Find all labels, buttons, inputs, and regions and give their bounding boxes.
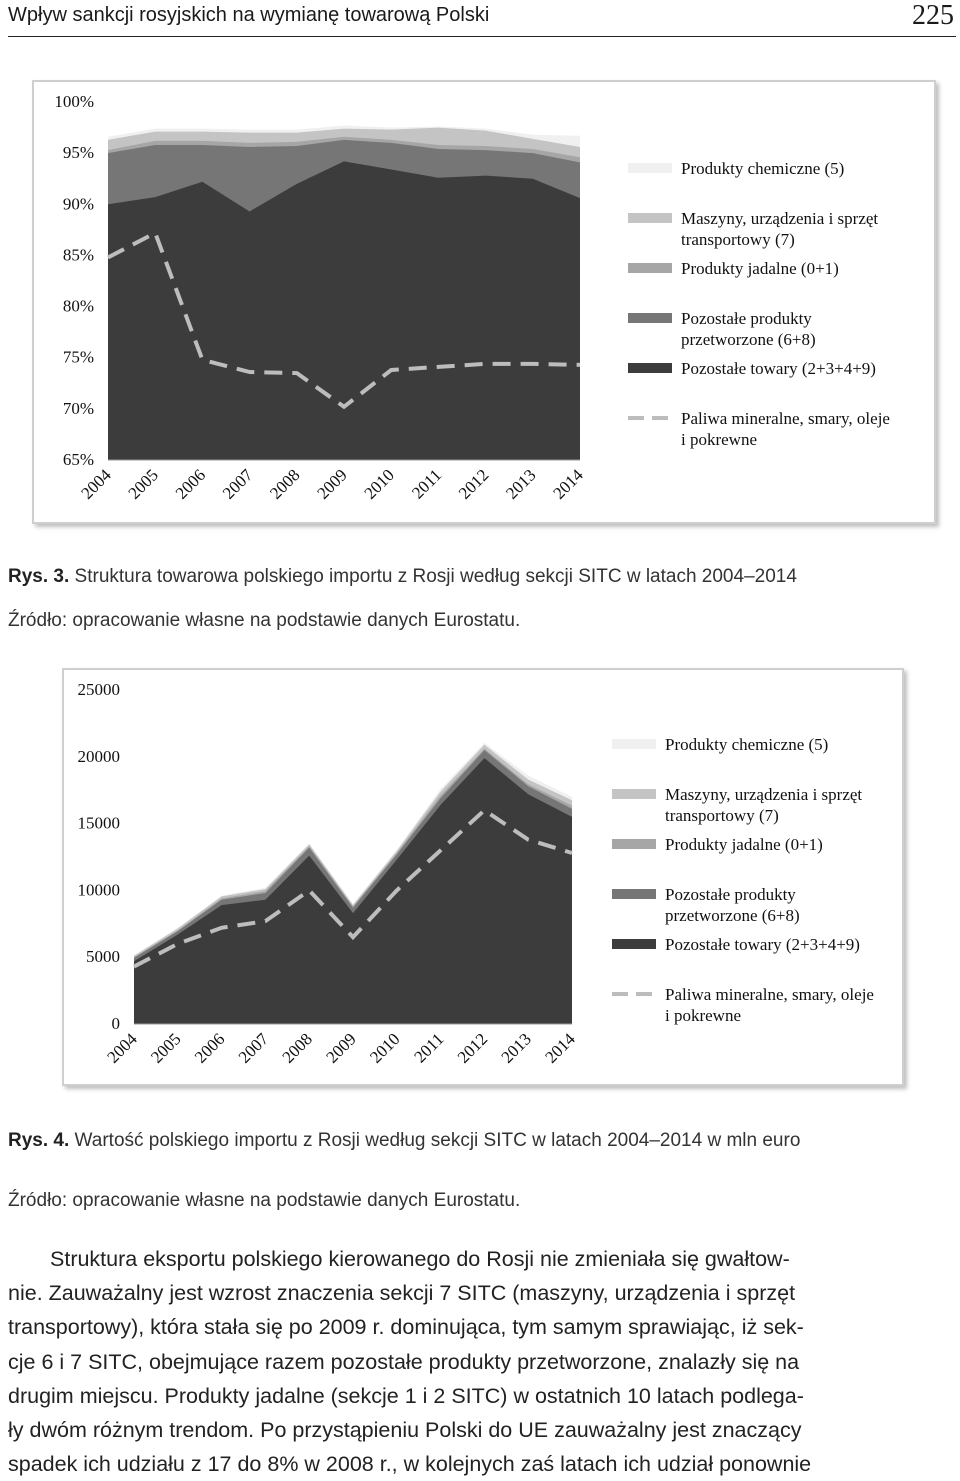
y-tick-label: 80% <box>62 296 94 316</box>
legend-label: transportowy (7) <box>681 230 795 249</box>
area-series <box>134 758 572 1024</box>
body-line: Struktura eksportu polskiego kierowanego do Rosji nie zmieniała się gwałtow- <box>50 1247 790 1271</box>
body-paragraph <box>8 1242 956 1481</box>
legend-label: i pokrewne <box>665 1006 742 1025</box>
legend-label: Maszyny, urządzenia i sprzęt <box>665 785 863 804</box>
legend-label: i pokrewne <box>681 430 758 449</box>
legend-swatch <box>628 213 672 223</box>
y-tick-label: 85% <box>62 245 94 265</box>
legend-swatch <box>612 939 656 949</box>
legend-swatch <box>628 163 672 173</box>
x-tick-label: 2010 <box>360 465 399 503</box>
figure-1-caption-text: Struktura towarowa polskiego importu z Rosji według sekcji SITC w latach 2004–2014 <box>69 566 797 587</box>
figure-2-caption <box>8 1130 800 1152</box>
y-tick-label: 10000 <box>77 880 120 900</box>
y-tick-label: 5000 <box>86 947 120 967</box>
x-tick-label: 2009 <box>322 1029 360 1067</box>
legend-label: Produkty jadalne (0+1) <box>665 835 823 854</box>
figure-1-source: Źródło: opracowanie własne na podstawie danych Eurostatu. <box>8 610 521 631</box>
running-header <box>8 0 956 37</box>
figure-2-chart <box>62 668 904 1086</box>
body-line: drugim miejscu. Produkty jadalne (sekcje 1 i 2 SITC) w ostatnich 10 latach podlega- <box>8 1383 804 1408</box>
legend-swatch <box>628 363 672 373</box>
legend-label: Produkty chemiczne (5) <box>681 159 845 178</box>
y-tick-label: 70% <box>62 398 94 418</box>
legend-swatch <box>612 839 656 849</box>
x-tick-label: 2012 <box>454 465 493 503</box>
x-tick-label: 2008 <box>278 1029 317 1067</box>
legend-swatch <box>612 789 656 799</box>
legend-label: transportowy (7) <box>665 806 779 825</box>
x-tick-label: 2014 <box>541 1029 579 1067</box>
legend-label: Pozostałe towary (2+3+4+9) <box>665 935 860 954</box>
x-tick-label: 2013 <box>502 465 540 503</box>
legend-label: Pozostałe produkty <box>681 309 812 328</box>
legend-swatch <box>628 263 672 273</box>
y-tick-label: 15000 <box>77 813 120 833</box>
running-title: Wpływ sankcji rosyjskich na wymianę towarową Polski <box>8 4 490 26</box>
figure-1-chart <box>32 80 936 524</box>
legend-label: Produkty jadalne (0+1) <box>681 259 839 278</box>
y-tick-label: 65% <box>62 450 94 469</box>
x-tick-label: 2004 <box>77 465 115 503</box>
page-number: 225 <box>912 0 954 31</box>
x-tick-label: 2011 <box>408 465 446 503</box>
x-tick-label: 2007 <box>218 465 257 503</box>
y-tick-label: 100% <box>54 92 94 111</box>
y-tick-label: 75% <box>62 347 94 367</box>
x-tick-label: 2006 <box>190 1029 229 1067</box>
x-tick-label: 2005 <box>147 1029 185 1067</box>
y-tick-label: 20000 <box>77 746 120 766</box>
x-tick-label: 2014 <box>549 465 587 503</box>
legend-label: przetworzone (6+8) <box>681 330 816 349</box>
body-line: spadek ich udziału z 17 do 8% w 2008 r., w kolejnych zaś latach ich udział ponownie <box>8 1452 812 1477</box>
legend-label: Pozostałe produkty <box>665 885 796 904</box>
x-tick-label: 2004 <box>103 1029 141 1067</box>
body-line: nie. Zauważalny jest wzrost znaczenia sekcji 7 SITC (maszyny, urządzenia i sprzęt <box>8 1281 796 1306</box>
legend-label: Paliwa mineralne, smary, oleje <box>665 985 874 1004</box>
x-tick-label: 2009 <box>313 465 351 503</box>
figure-2-caption-text: Wartość polskiego importu z Rosji według sekcji SITC w latach 2004–2014 w mln euro <box>69 1130 801 1151</box>
legend-swatch <box>612 739 656 749</box>
legend-label: Paliwa mineralne, smary, oleje <box>681 409 890 428</box>
x-tick-label: 2007 <box>234 1029 273 1067</box>
figure-2-caption-label: Rys. 4. <box>8 1130 70 1151</box>
x-tick-label: 2010 <box>366 1029 404 1067</box>
y-tick-label: 90% <box>62 194 94 214</box>
x-tick-label: 2011 <box>410 1029 448 1067</box>
legend-label: Maszyny, urządzenia i sprzęt <box>681 209 879 228</box>
legend-swatch <box>612 889 656 899</box>
x-tick-label: 2013 <box>497 1029 536 1067</box>
x-tick-label: 2006 <box>171 465 210 503</box>
y-tick-label: 0 <box>111 1014 120 1033</box>
figure-1-caption-label: Rys. 3. <box>8 566 70 587</box>
body-line: ły dwóm różnym trendom. Po przystąpieniu Polski do UE zauważalny jest znaczący <box>8 1417 802 1442</box>
legend-swatch <box>628 313 672 323</box>
y-tick-label: 95% <box>62 143 94 163</box>
figure-1-caption <box>8 566 797 588</box>
legend-label: Produkty chemiczne (5) <box>665 735 829 754</box>
figure-2-source: Źródło: opracowanie własne na podstawie danych Eurostatu. <box>8 1190 521 1211</box>
body-line: transportowy), która stała się po 2009 r. dominująca, tym samym sprawiając, iż sek- <box>8 1315 804 1340</box>
legend-label: przetworzone (6+8) <box>665 906 800 925</box>
chart-1-svg <box>34 82 934 522</box>
x-tick-label: 2005 <box>124 465 163 503</box>
area-series <box>108 161 580 460</box>
body-line: cje 6 i 7 SITC, obejmujące razem pozostałe produkty przetworzone, znalazły się na <box>8 1349 800 1374</box>
chart-2-svg <box>64 670 902 1084</box>
y-tick-label: 25000 <box>77 680 120 699</box>
x-tick-label: 2008 <box>266 465 304 503</box>
x-tick-label: 2012 <box>453 1029 492 1067</box>
legend-label: Pozostałe towary (2+3+4+9) <box>681 359 876 378</box>
